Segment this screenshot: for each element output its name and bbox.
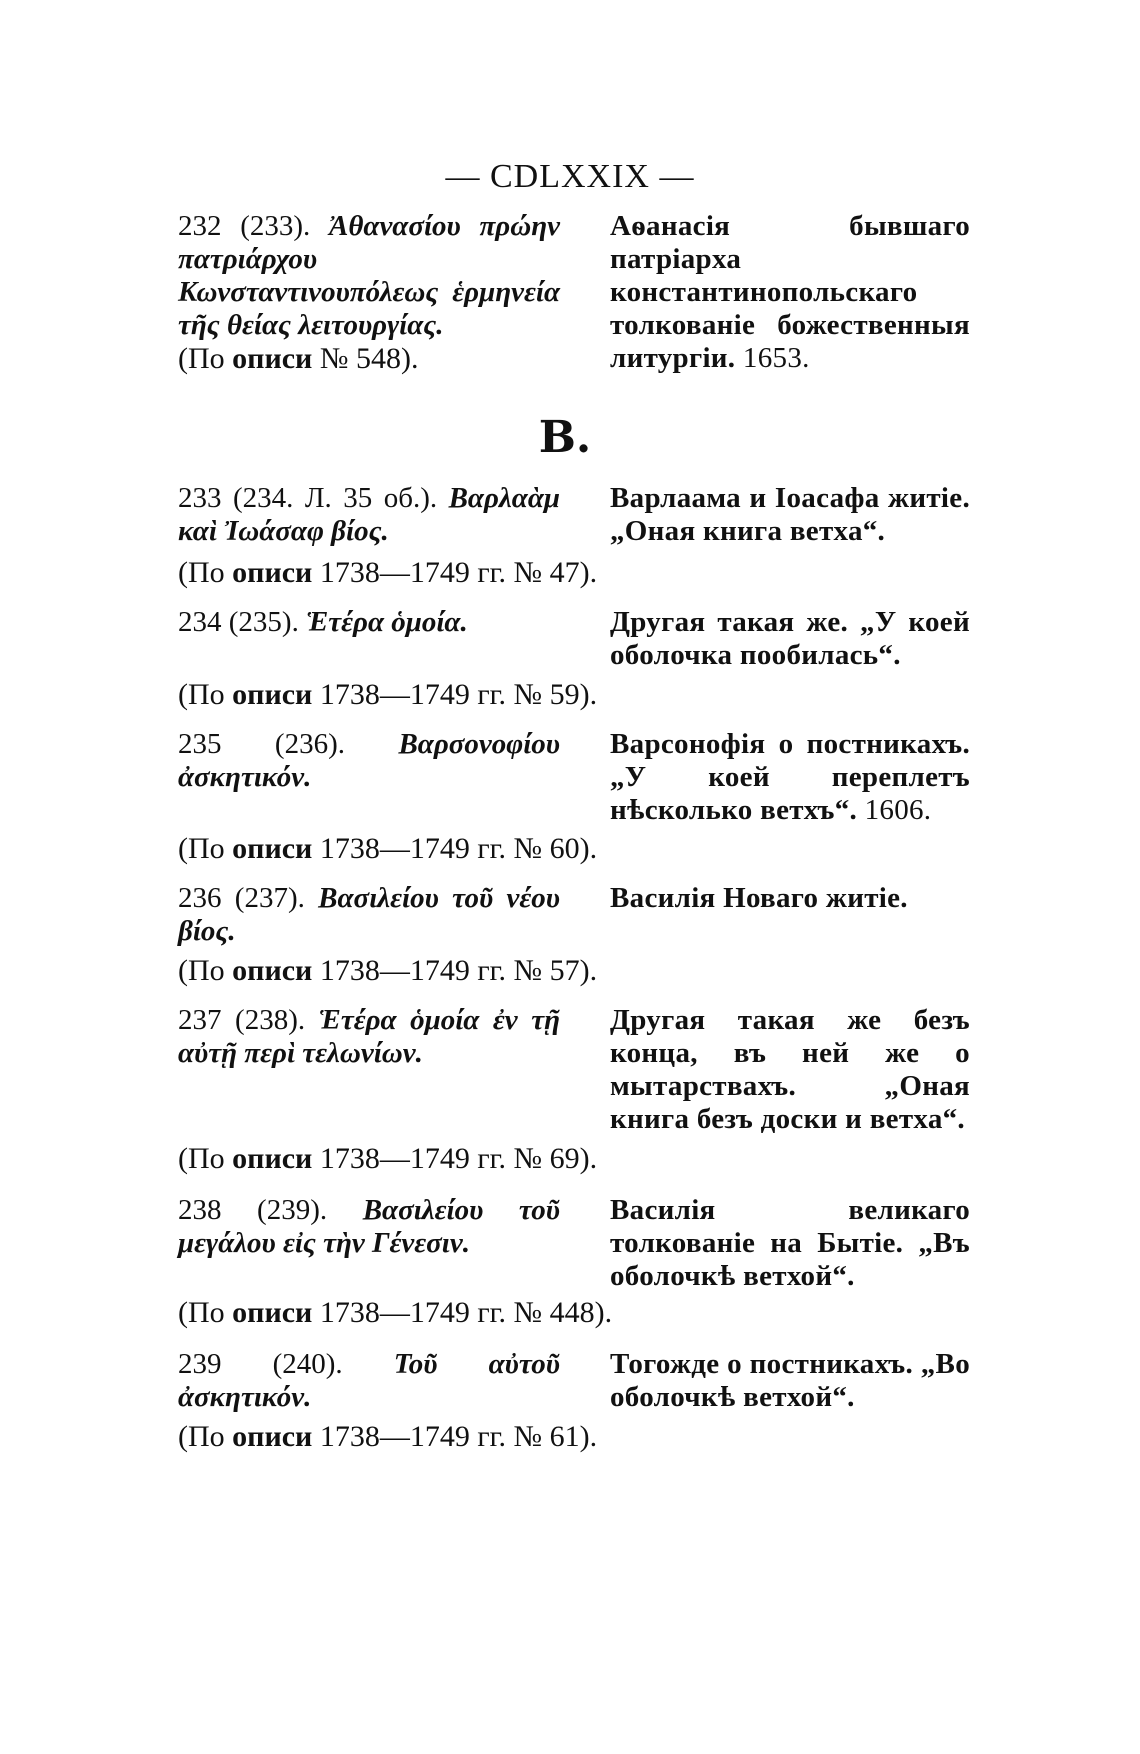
greek-title: Τοῦ αὐτοῦ ἀσκητικόν. bbox=[178, 1348, 560, 1413]
inventory-prefix: (По bbox=[178, 1142, 225, 1175]
entry-238-right bbox=[610, 1194, 970, 1293]
entry-236-right bbox=[610, 882, 970, 915]
inventory-ref bbox=[178, 1142, 597, 1176]
entry-number: 239 (240). bbox=[178, 1348, 343, 1380]
section-letter: В. bbox=[538, 412, 592, 463]
inventory-word: описи bbox=[232, 678, 313, 711]
inventory-number: 1738—1749 гг. № 59). bbox=[319, 678, 598, 711]
entry-233-right bbox=[610, 482, 970, 548]
entry-236-left bbox=[178, 882, 560, 948]
inventory-word: описи bbox=[232, 342, 313, 375]
greek-title: Ἀθανασίου πρώην πατριάρχου Κωνσταντινουπόλεως ἑρμηνεία τῆς θείας λειτουργίας. bbox=[178, 210, 560, 341]
inventory-word: описи bbox=[232, 1296, 313, 1329]
entry-number: 233 (234. Л. 35 об.). bbox=[178, 482, 438, 514]
entry-number: 235 (236). bbox=[178, 728, 345, 760]
inventory-word: описи bbox=[232, 1420, 313, 1453]
inventory-ref bbox=[178, 1420, 597, 1454]
entry-number: 236 (237). bbox=[178, 882, 305, 914]
russian-description: Василія великаго толкованіе на Бытіе. „Въ оболочкѣ ветхой“. bbox=[610, 1194, 970, 1292]
inventory-ref bbox=[178, 556, 597, 590]
inventory-prefix: (По bbox=[178, 832, 225, 865]
greek-title: Βασιλείου τοῦ νέου βίος. bbox=[178, 882, 560, 947]
inventory-number: 1738—1749 гг. № 60). bbox=[319, 832, 598, 865]
russian-description: Тогожде о постникахъ. „Во оболочкѣ ветхой“. bbox=[610, 1348, 970, 1413]
greek-title: Ἑτέρα ὁμοία. bbox=[306, 606, 468, 638]
greek-title: Ἑτέρα ὁμοία ἐν τῇ αὐτῇ περὶ τελωνίων. bbox=[178, 1004, 560, 1069]
inventory-number: 1738—1749 гг. № 57). bbox=[319, 954, 598, 987]
inventory-prefix: (По bbox=[178, 556, 225, 589]
entry-235-right bbox=[610, 728, 970, 827]
inventory-number: 1738—1749 гг. № 47). bbox=[319, 556, 598, 589]
entry-234-right bbox=[610, 606, 970, 672]
inventory-word: описи bbox=[232, 556, 313, 589]
entry-number: 232 (233). bbox=[178, 210, 311, 242]
entry-233-left bbox=[178, 482, 560, 548]
greek-title: Βαρσονοφίου ἀσκητικόν. bbox=[178, 728, 560, 793]
entry-238-left bbox=[178, 1194, 560, 1260]
greek-title: Βασιλείου τοῦ μεγάλου εἰς τὴν Γένεσιν. bbox=[178, 1194, 561, 1259]
page-header: — CDLXXIX — bbox=[445, 158, 695, 195]
entry-235-left bbox=[178, 728, 560, 794]
entry-237-right bbox=[610, 1004, 970, 1136]
russian-description: Аѳанасія бывшаго патріарха константинопольскаго толкованіе божественныя литургіи. bbox=[610, 210, 970, 374]
inventory-word: описи bbox=[232, 954, 313, 987]
russian-description: Варсонофія о постникахъ. „У коей переплетъ нѣсколько ветхъ“. bbox=[610, 728, 970, 826]
inventory-ref bbox=[178, 342, 418, 376]
entry-number: 238 (239). bbox=[178, 1194, 328, 1226]
russian-description: Варлаама и Іоасафа житіе. „Оная книга ветха“. bbox=[610, 482, 970, 547]
inventory-number: № 548). bbox=[319, 342, 419, 375]
entry-237-left bbox=[178, 1004, 560, 1070]
entry-number: 237 (238). bbox=[178, 1004, 306, 1036]
entry-year: 1606. bbox=[864, 794, 932, 826]
inventory-prefix: (По bbox=[178, 678, 225, 711]
russian-description: Другая такая же безъ конца, въ ней же о мытарствахъ. „Оная книга безъ доски и ветха“. bbox=[610, 1004, 970, 1135]
inventory-word: описи bbox=[232, 832, 313, 865]
inventory-prefix: (По bbox=[178, 342, 225, 375]
entry-number: 234 (235). bbox=[178, 606, 299, 638]
inventory-ref bbox=[178, 678, 597, 712]
inventory-number: 1738—1749 гг. № 448). bbox=[319, 1296, 613, 1329]
inventory-ref bbox=[178, 832, 597, 866]
inventory-number: 1738—1749 гг. № 61). bbox=[319, 1420, 598, 1453]
entry-239-right bbox=[610, 1348, 970, 1414]
inventory-ref bbox=[178, 1296, 612, 1330]
russian-description: Другая такая же. „У коей оболочка пообилась“. bbox=[610, 606, 970, 671]
inventory-number: 1738—1749 гг. № 69). bbox=[319, 1142, 598, 1175]
entry-232-right bbox=[610, 210, 970, 375]
greek-title: Βαρλαὰμ καὶ Ἰωάσαφ βίος. bbox=[178, 482, 560, 547]
entry-year: 1653. bbox=[742, 342, 810, 374]
entry-234-left bbox=[178, 606, 560, 639]
inventory-prefix: (По bbox=[178, 954, 225, 987]
entry-239-left bbox=[178, 1348, 560, 1414]
inventory-word: описи bbox=[232, 1142, 313, 1175]
inventory-prefix: (По bbox=[178, 1420, 225, 1453]
entry-232-left bbox=[178, 210, 560, 342]
inventory-prefix: (По bbox=[178, 1296, 225, 1329]
russian-description: Василія Новаго житіе. bbox=[610, 882, 908, 914]
inventory-ref bbox=[178, 954, 597, 988]
